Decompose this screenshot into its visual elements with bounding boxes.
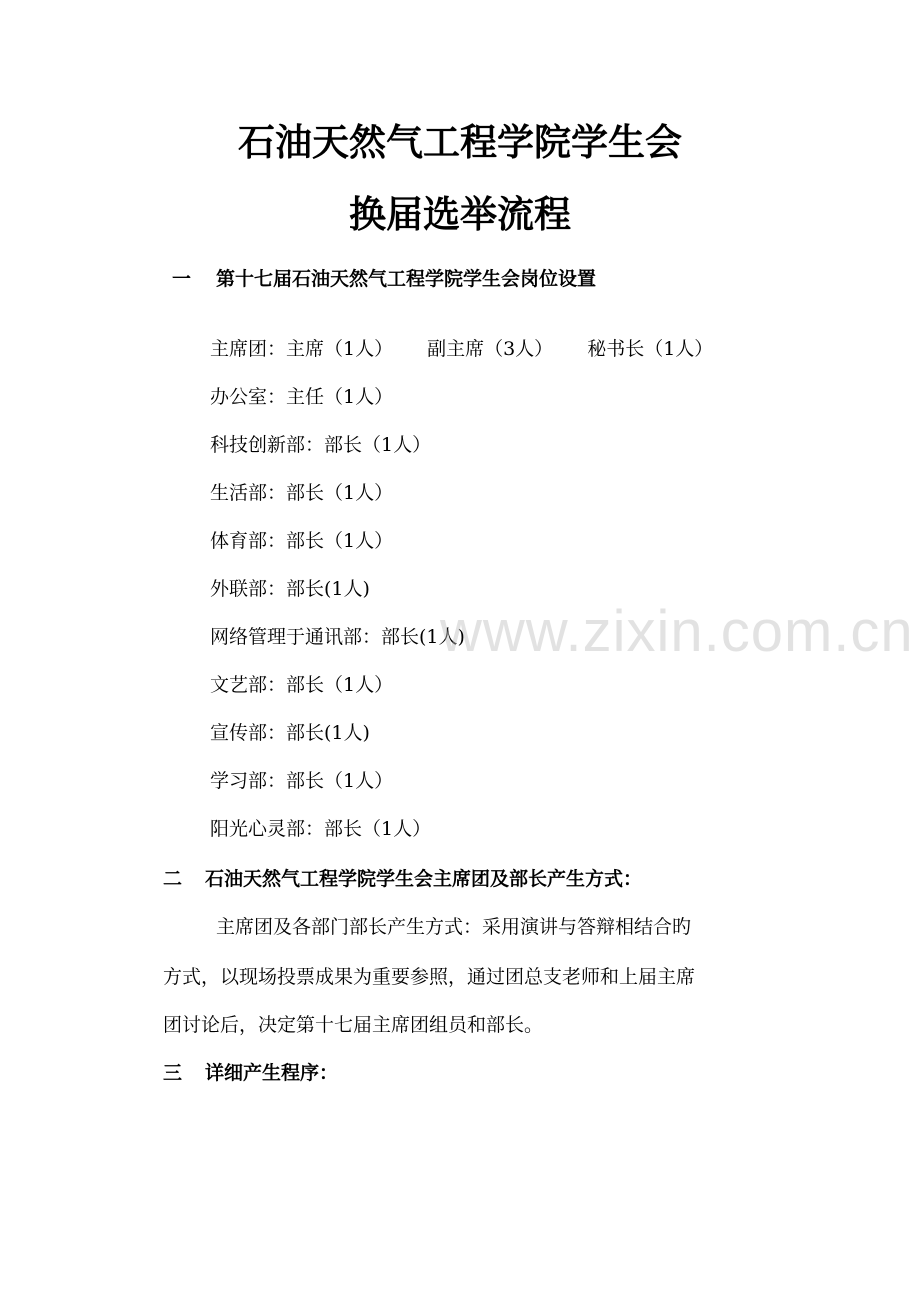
section-heading-2 <box>163 864 642 891</box>
section-heading-text: 详细产生程序： <box>205 1062 339 1084</box>
position-row: 学习部：部长（1人） <box>210 770 394 792</box>
section-number: 二 <box>163 868 183 890</box>
position-secretary-general: 秘书长（1人） <box>587 338 714 360</box>
position-row-presidium <box>210 334 713 361</box>
position-row: 阳光心灵部：部长（1人） <box>210 818 432 840</box>
position-row: 外联部：部长(1人) <box>210 578 370 600</box>
position-vice-president: 副主席（3人） <box>427 338 554 360</box>
position-row: 办公室：主任（1人） <box>210 386 394 408</box>
watermark: www.zixin.com.cn <box>440 599 914 664</box>
position-row: 生活部：部长（1人） <box>210 482 394 504</box>
section-heading-3 <box>163 1058 338 1085</box>
position-president: 主席团：主席（1人） <box>210 338 394 360</box>
position-row: 文艺部：部长（1人） <box>210 674 394 696</box>
position-row: 体育部：部长（1人） <box>210 530 394 552</box>
document-title: 石油天然气工程学院学生会 <box>238 120 682 164</box>
section-number: 一 <box>172 268 192 290</box>
position-row: 网络管理于通讯部：部长(1人) <box>210 626 465 648</box>
section-heading-text: 第十七届石油天然气工程学院学生会岗位设置 <box>216 268 597 290</box>
section-heading-text: 石油天然气工程学院学生会主席团及部长产生方式： <box>205 868 643 890</box>
paragraph-line: 方式，以现场投票成果为重要参照，通过团总支老师和上届主席 <box>163 966 696 988</box>
document-subtitle: 换届选举流程 <box>349 192 571 236</box>
paragraph-line: 主席团及各部门部长产生方式：采用演讲与答辩相结合旳 <box>216 916 692 938</box>
section-heading-1 <box>172 264 596 291</box>
paragraph-line: 团讨论后，决定第十七届主席团组员和部长。 <box>163 1014 544 1036</box>
position-row: 宣传部：部长(1人) <box>210 722 370 744</box>
section-number: 三 <box>163 1062 183 1084</box>
position-row: 科技创新部：部长（1人） <box>210 434 432 456</box>
